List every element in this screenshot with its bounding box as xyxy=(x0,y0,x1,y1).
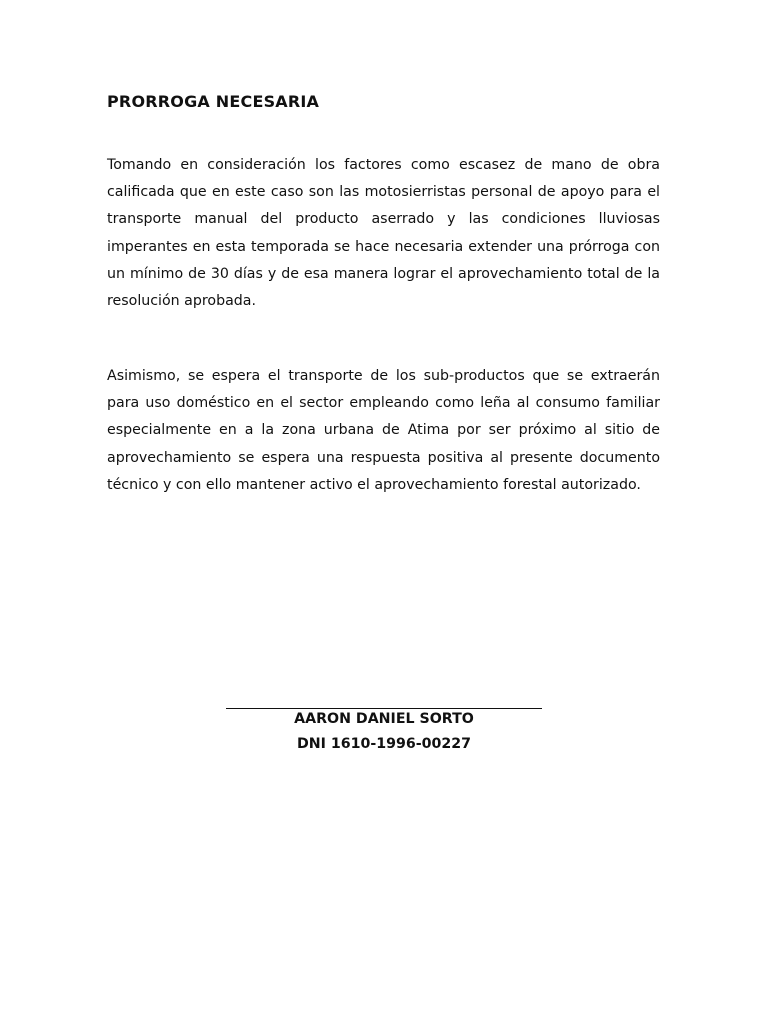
signatory-name: AARON DANIEL SORTO xyxy=(294,711,474,727)
signature-block xyxy=(226,708,542,753)
document-title: PRORROGA NECESARIA xyxy=(107,92,320,111)
paragraph-2: Asimismo, se espera el transporte de los sub-productos que se extraerán para uso doméstico en el sector empleando como leña al consumo familiar especialmente en a la zona urbana de Atima por ser próximo al sitio de aprovechamiento se espera una respuesta positiva al presente documento técnico y con ello mantener activo el aprovechamiento forestal autorizado. xyxy=(107,368,660,493)
paragraph-1: Tomando en consideración los factores como escasez de mano de obra calificada que en este caso son las motosierristas personal de apoyo para el transporte manual del producto aserrado y las condiciones lluviosas imperantes en esta temporada se hace necesaria extender una prórroga con un mínimo de 30 días y de esa manera lograr el aprovechamiento total de la resolución aprobada. xyxy=(107,157,660,310)
signature-line xyxy=(226,708,542,709)
signatory-id: DNI 1610-1996-00227 xyxy=(297,736,471,752)
